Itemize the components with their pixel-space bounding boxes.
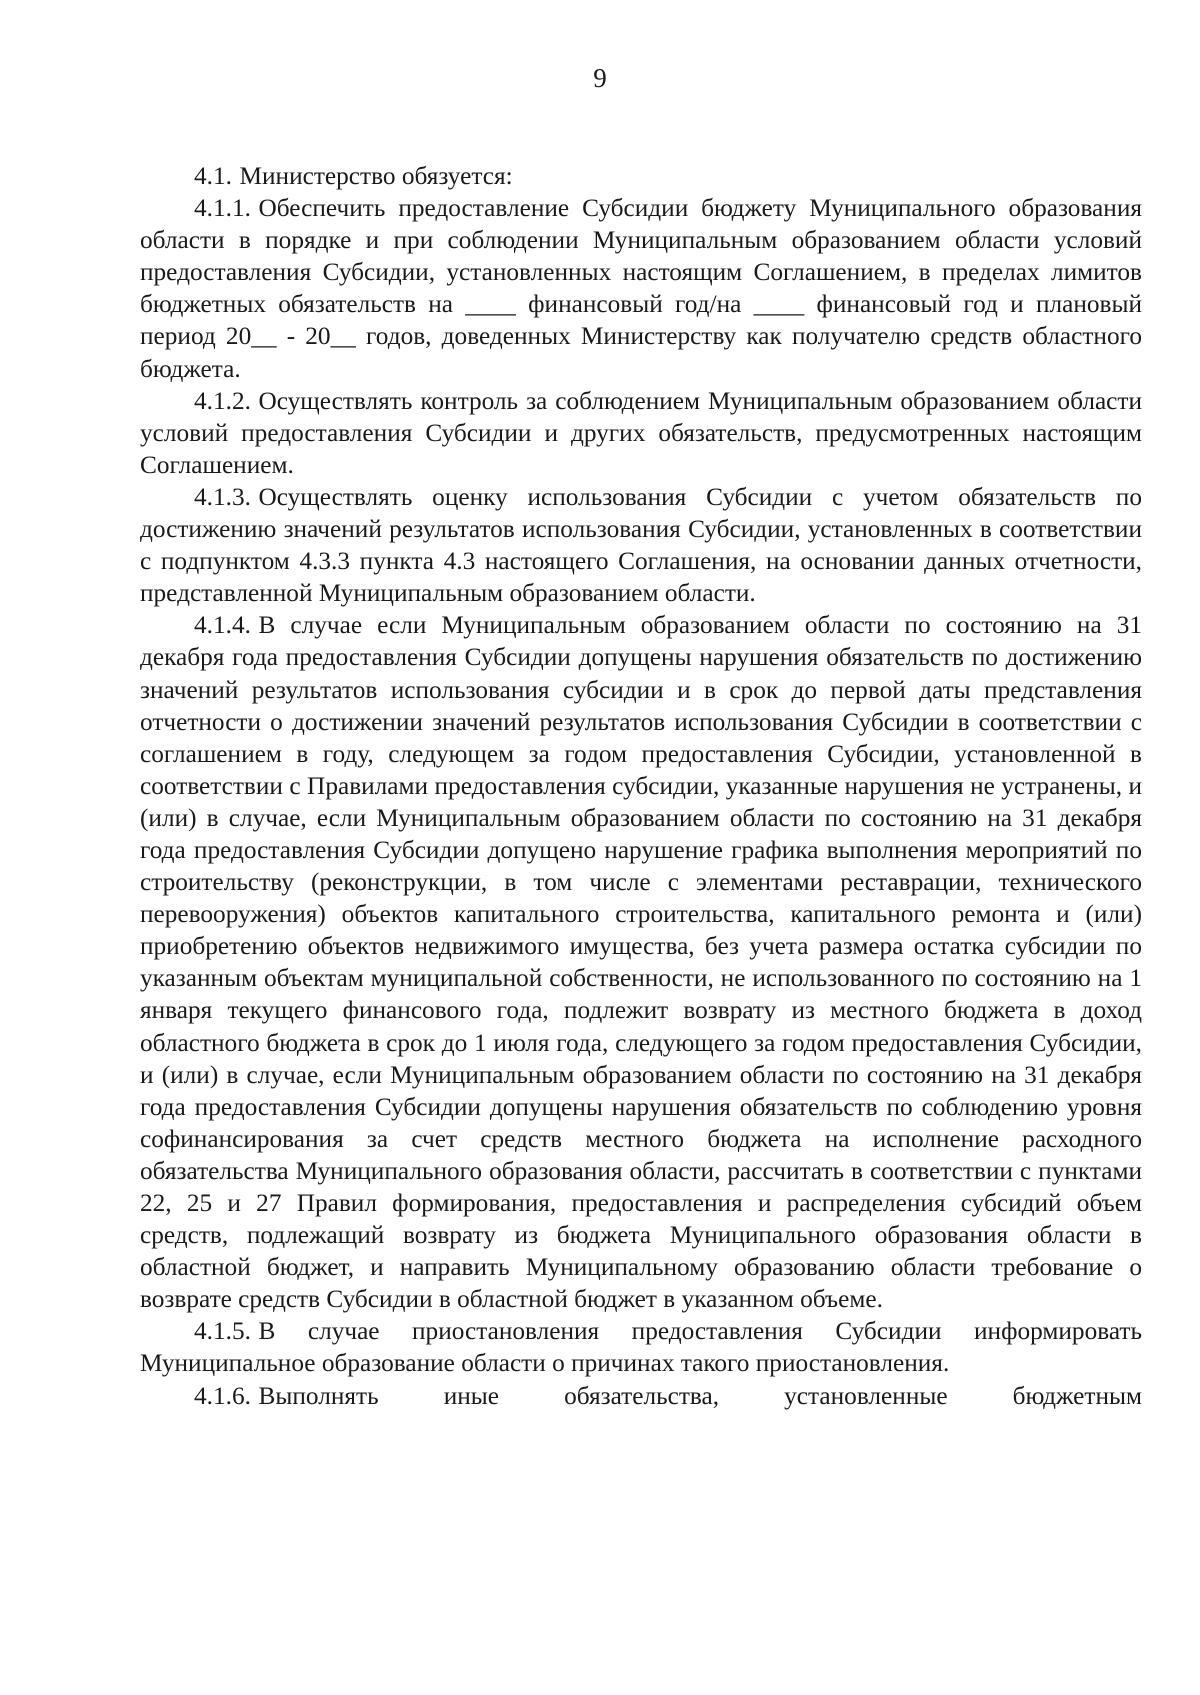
paragraph-4-1-6 <box>140 1380 1142 1412</box>
clause-text: Осуществлять контроль за соблюдением Муниципальным образованием области условий предоставления Субсидии и других обязательств, предусмотренных настоящим Соглашением. <box>140 386 1142 479</box>
paragraph-4-1-3 <box>140 481 1142 609</box>
paragraph-4-1-5 <box>140 1315 1142 1379</box>
clause-text: Выполнять иные обязательства, установленные бюджетным <box>258 1381 1142 1410</box>
clause-number: 4.1.6. <box>194 1381 251 1410</box>
document-body <box>140 160 1142 1412</box>
clause-text: В случае если Муниципальным образованием области по состоянию на 31 декабря года предоставления Субсидии допущены нарушения обязательств по достижению значений результатов использования субсидии и в срок до первой даты представления отчетности о достижении значений результатов использования Субсидии в соответствии с соглашением в году, следующем за годом предоставления Субсидии, установленной в соответствии с Правилами предоставления субсидии, указанные нарушения не устранены, и (или) в случае, если Муниципальным образованием области по состоянию на 31 декабря года предоставления Субсидии допущено нарушение графика выполнения мероприятий по строительству (реконструкции, в том числе с элементами реставрации, технического перевооружения) объектов капитального строительства, капитального ремонта и (или) приобретению объектов недвижимого имущества, без учета размера остатка субсидии по указанным объектам муниципальной собственности, не использованного по состоянию на 1 января текущего финансового года, подлежит возврату из местного бюджета в доход областного бюджета в срок до 1 июля года, следующего за годом предоставления Субсидии, и (или) в случае, если Муниципальным образованием области по состоянию на 31 декабря года предоставления Субсидии допущены нарушения обязательств по соблюдению уровня софинансирования за счет средств местного бюджета на исполнение расходного обязательства Муниципального образования области, рассчитать в соответствии с пунктами 22, 25 и 27 Правил формирования, предоставления и распределения субсидий объем средств, подлежащий возврату из бюджета Муниципального образования области в областной бюджет, и направить Муниципальному образованию области требование о возврате средств Субсидии в областной бюджет в указанном объеме. <box>140 611 1142 1314</box>
clause-text: Обеспечить предоставление Субсидии бюджету Муниципального образования области в порядке и при соблюдении Муниципальным образованием области условий предоставления Субсидии, установленных настоящим Соглашением, в пределах лимитов бюджетных обязательств на ____ финансовый год/на ____ финансовый год и плановый период 20__ - 20__ годов, доведенных Министерству как получателю средств областного бюджета. <box>140 194 1142 383</box>
clause-number: 4.1.1. <box>194 194 251 223</box>
paragraph-4-1-4 <box>140 609 1142 1315</box>
clause-text: Осуществлять оценку использования Субсидии с учетом обязательств по достижению значений результатов использования Субсидии, установленных в соответствии с подпунктом 4.3.3 пункта 4.3 настоящего Соглашения, на основании данных отчетности, представленной Муниципальным образованием области. <box>140 482 1142 608</box>
page-number: 9 <box>593 63 607 93</box>
clause-number: 4.1. <box>194 162 232 190</box>
clause-number: 4.1.2. <box>194 386 251 415</box>
paragraph-4-1-1 <box>140 192 1142 385</box>
clause-text: В случае приостановления предоставления Субсидии информировать Муниципальное образование области о причинах такого приостановления. <box>140 1317 1142 1378</box>
clause-number: 4.1.4. <box>194 611 251 640</box>
paragraph-4-1 <box>140 160 1142 192</box>
clause-text: Министерство обязуется: <box>239 162 513 190</box>
clause-number: 4.1.5. <box>194 1317 251 1346</box>
clause-number: 4.1.3. <box>194 482 251 511</box>
paragraph-4-1-2 <box>140 385 1142 481</box>
